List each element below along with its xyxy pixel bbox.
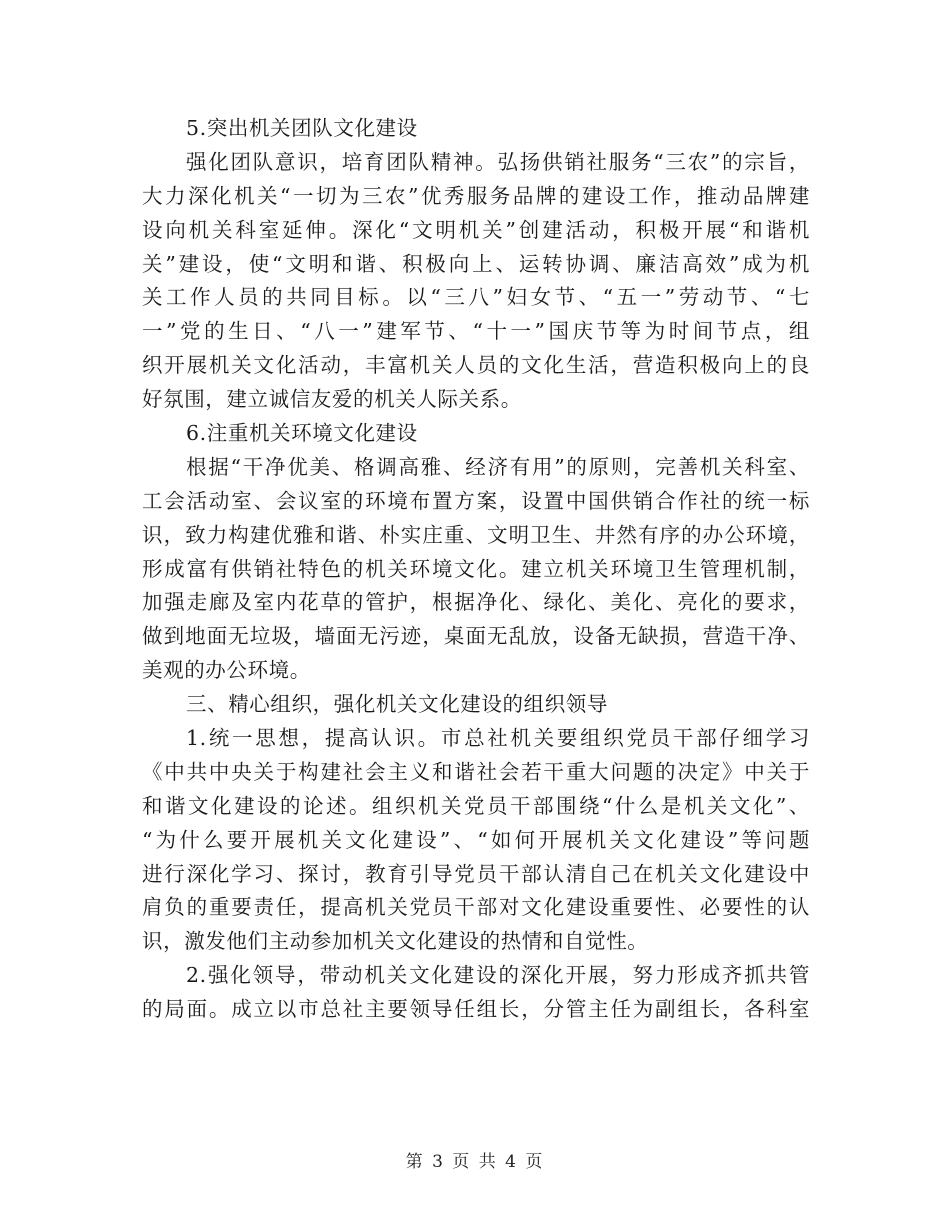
text-line: 识，激发他们主动参加机关文化建设的热情和自觉性。: [142, 929, 649, 954]
text-line: 的局面。成立以市总社主要领导任组长，分管主任为副组长，各科室: [142, 997, 810, 1022]
text-line: 形成富有供销社特色的机关环境文化。建立机关环境卫生管理机制，: [142, 556, 810, 581]
text-line: 和谐文化建设的论述。组织机关党员干部围绕“什么是机关文化”、: [142, 793, 810, 818]
text-line: 加强走廊及室内花草的管护，根据净化、绿化、美化、亮化的要求，: [142, 590, 810, 615]
page-footer: 第 3 页 共 4 页: [405, 1152, 545, 1172]
text-line: 工会活动室、会议室的环境布置方案，设置中国供销合作社的统一标: [142, 488, 810, 513]
text-line: 设向机关科室延伸。深化“文明机关”创建活动，积极开展“和谐机: [142, 217, 810, 242]
document-body: [142, 112, 810, 1027]
text-line: 进行深化学习、探讨，教育引导党员干部认清自己在机关文化建设中: [142, 861, 810, 886]
text-line: 关工作人员的共同目标。以“三八”妇女节、“五一”劳动节、“七: [142, 285, 810, 310]
text-line: 一”党的生日、“八一”建军节、“十一”国庆节等为时间节点，组: [142, 319, 810, 344]
text-line: 根据“干净优美、格调高雅、经济有用”的原则，完善机关科室、: [186, 454, 810, 479]
text-line: 肩负的重要责任，提高机关党员干部对文化建设重要性、必要性的认: [142, 895, 810, 920]
text-line: 1.统一思想，提高认识。市总社机关要组织党员干部仔细学习: [186, 726, 810, 751]
text-line: 织开展机关文化活动，丰富机关人员的文化生活，营造积极向上的良: [142, 353, 810, 378]
text-line: “为什么要开展机关文化建设”、“如何开展机关文化建设”等问题: [142, 827, 810, 852]
text-line: 识，致力构建优雅和谐、朴实庄重、文明卫生、井然有序的办公环境，: [142, 522, 810, 547]
text-line: 强化团队意识，培育团队精神。弘扬供销社服务“三农”的宗旨，: [186, 149, 810, 174]
text-line: 2.强化领导，带动机关文化建设的深化开展，努力形成齐抓共管: [186, 963, 810, 988]
text-line: 三、精心组织，强化机关文化建设的组织领导: [186, 692, 608, 717]
text-line: 做到地面无垃圾，墙面无污迹，桌面无乱放，设备无缺损，营造干净、: [142, 624, 810, 649]
text-line: 6.注重机关环境文化建设: [186, 421, 418, 446]
text-line: 5.突出机关团队文化建设: [186, 116, 418, 140]
text-line: 《中共中央关于构建社会主义和谐社会若干重大问题的决定》中关于: [142, 759, 810, 784]
text-line: 大力深化机关“一切为三农”优秀服务品牌的建设工作，推动品牌建: [142, 183, 810, 208]
text-line: 关”建设，使“文明和谐、积极向上、运转协调、廉洁高效”成为机: [142, 251, 810, 276]
text-line: 美观的办公环境。: [142, 658, 311, 683]
text-line: 好氛围，建立诚信友爱的机关人际关系。: [142, 387, 522, 412]
